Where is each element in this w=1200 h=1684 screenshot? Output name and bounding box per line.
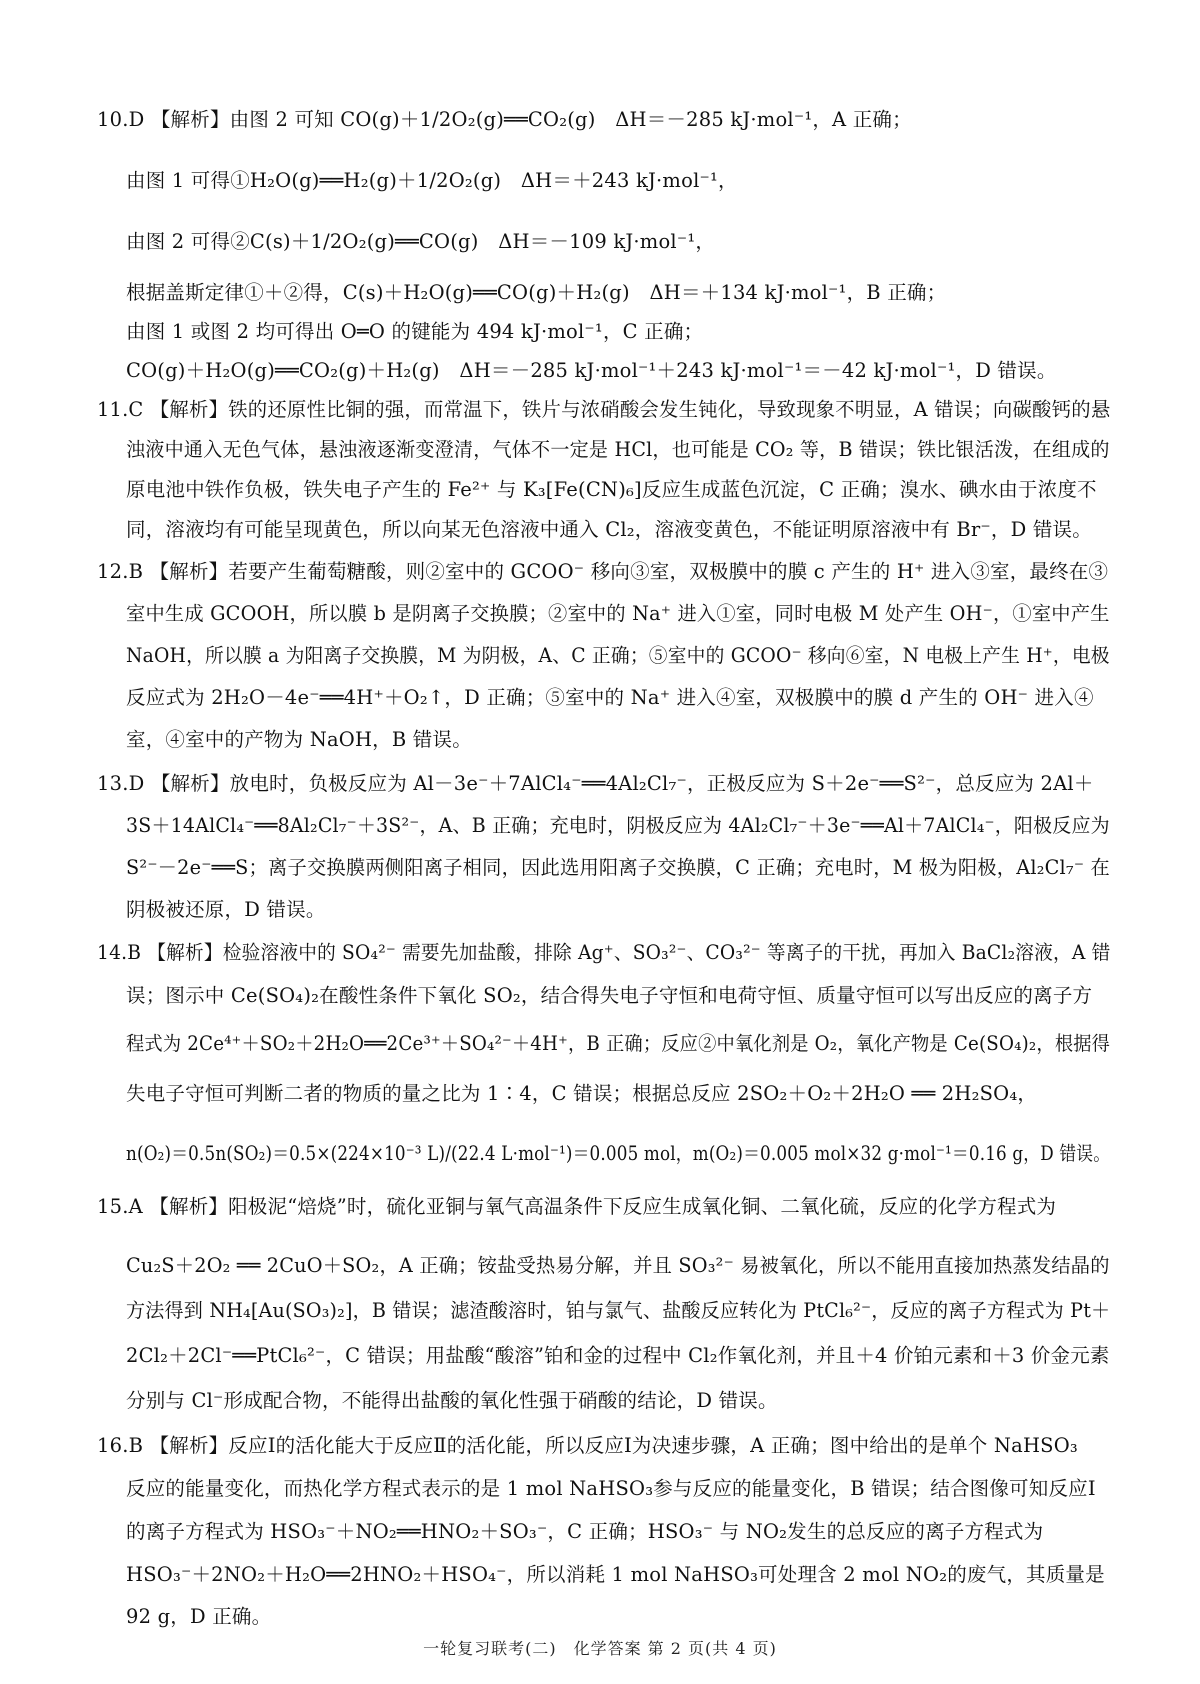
q14-line-2: 误；图示中 Ce(SO₄)₂在酸性条件下氧化 SO₂，结合得失电子守恒和电荷守恒、质量守恒可以写出反应的离子方 [126, 984, 1093, 1007]
q10-line-2: 由图 1 可得①H₂O(g)══H₂(g)＋1/2O₂(g) ΔH＝＋243 kJ·mol⁻¹， [126, 169, 738, 192]
q11-line-2: 浊液中通入无色气体，悬浊液逐渐变澄清，气体不一定是 HCl，也可能是 CO₂ 等，B 错误；铁比银活泼，在组成的 [126, 438, 1110, 461]
q13-line-4: 阴极被还原，D 错误。 [126, 898, 326, 921]
q11-line-3: 原电池中铁作负极，铁失电子产生的 Fe²⁺ 与 K₃[Fe(CN)₆]反应生成蓝色沉淀，C 正确；溴水、碘水由于浓度不 [126, 478, 1097, 501]
q15-line-4: 2Cl₂＋2Cl⁻══PtCl₆²⁻，C 错误；用盐酸“酸溶”铂和金的过程中 Cl₂作氧化剂，并且＋4 价铂元素和＋3 价金元素 [126, 1344, 1110, 1367]
q16-line-2: 反应的能量变化，而热化学方程式表示的是 1 mol NaHSO₃参与反应的能量变化，B 错误；结合图像可知反应Ⅰ [126, 1477, 1096, 1500]
q11-line-1: 11.C 【解析】铁的还原性比铜的强，而常温下，铁片与浓硝酸会发生钝化，导致现象不明显，A 错误；向碳酸钙的悬 [97, 398, 1111, 421]
q16-line-5: 92 g，D 正确。 [126, 1605, 272, 1628]
q12-line-2: 室中生成 GCOOH，所以膜 b 是阴离子交换膜；②室中的 Na⁺ 进入①室，同时电极 M 处产生 OH⁻，①室中产生 [126, 602, 1110, 625]
page-footer: 一轮复习联考(二) 化学答案 第 2 页(共 4 页) [423, 1639, 777, 1658]
q15-line-1: 15.A 【解析】阳极泥“焙烧”时，硫化亚铜与氧气高温条件下反应生成氧化铜、二氧化硫，反应的化学方程式为 [97, 1195, 1057, 1218]
q11-line-4: 同，溶液均有可能呈现黄色，所以向某无色溶液中通入 Cl₂，溶液变黄色，不能证明原溶液中有 Br⁻，D 错误。 [126, 518, 1092, 541]
q10-line-5: 由图 1 或图 2 均可得出 O═O 的键能为 494 kJ·mol⁻¹，C 正确； [126, 320, 704, 343]
q14-line-3: 程式为 2Ce⁴⁺＋SO₂＋2H₂O══2Ce³⁺＋SO₄²⁻＋4H⁺，B 正确；反应②中氧化剂是 O₂，氧化产物是 Ce(SO₄)₂，根据得 [126, 1032, 1111, 1055]
q10-line-1: 10.D 【解析】由图 2 可知 CO(g)＋1/2O₂(g)══CO₂(g) ΔH＝－285 kJ·mol⁻¹，A 正确； [97, 108, 912, 131]
q16-line-4: HSO₃⁻＋2NO₂＋H₂O══2HNO₂＋HSO₄⁻，所以消耗 1 mol NaHSO₃可处理含 2 mol NO₂的废气，其质量是 [126, 1563, 1105, 1586]
q14-line-4: 失电子守恒可判断二者的物质的量之比为 1∶4，C 错误；根据总反应 2SO₂＋O₂＋2H₂O ══ 2H₂SO₄， [126, 1082, 1038, 1105]
q12-line-1: 12.B 【解析】若要产生葡萄糖酸，则②室中的 GCOO⁻ 移向③室，双极膜中的膜 c 产生的 H⁺ 进入③室，最终在③ [97, 560, 1109, 583]
q13-line-2: 3S＋14AlCl₄⁻══8Al₂Cl₇⁻＋3S²⁻，A、B 正确；充电时，阴极反应为 4Al₂Cl₇⁻＋3e⁻══Al＋7AlCl₄⁻，阳极反应为 [126, 814, 1110, 837]
q12-line-5: 室，④室中的产物为 NaOH，B 错误。 [126, 728, 472, 751]
q10-line-4: 根据盖斯定律①＋②得，C(s)＋H₂O(g)══CO(g)＋H₂(g) ΔH＝＋134 kJ·mol⁻¹，B 正确； [126, 281, 947, 304]
q14-line-1: 14.B 【解析】检验溶液中的 SO₄²⁻ 需要先加盐酸，排除 Ag⁺、SO₃²⁻、CO₃²⁻ 等离子的干扰，再加入 BaCl₂溶液，A 错 [97, 941, 1111, 964]
q15-line-3: 方法得到 NH₄[Au(SO₃)₂]，B 错误；滤渣酸溶时，铂与氯气、盐酸反应转化为 PtCl₆²⁻，反应的离子方程式为 Pt＋ [126, 1299, 1111, 1322]
q13-line-3: S²⁻－2e⁻══S；离子交换膜两侧阳离子相同，因此选用阳离子交换膜，C 正确；充电时，M 极为阳极，Al₂Cl₇⁻ 在 [126, 856, 1110, 879]
q14-line-5: n(O₂)＝0.5n(SO₂)＝0.5×(224×10⁻³ L)/(22.4 L·mol⁻¹)＝0.005 mol，m(O₂)＝0.005 mol×32 g·mol⁻¹＝0.16 g，D 错误。 [126, 1142, 1111, 1165]
q10-line-3: 由图 2 可得②C(s)＋1/2O₂(g)══CO(g) ΔH＝－109 kJ·mol⁻¹， [126, 230, 716, 253]
q12-line-3: NaOH，所以膜 a 为阳离子交换膜，M 为阴极，A、C 正确；⑤室中的 GCOO⁻ 移向⑥室，N 电极上产生 H⁺，电极 [126, 644, 1110, 667]
q10-line-6: CO(g)＋H₂O(g)══CO₂(g)＋H₂(g) ΔH＝－285 kJ·mol⁻¹＋243 kJ·mol⁻¹＝－42 kJ·mol⁻¹，D 错误。 [126, 359, 1057, 382]
q16-line-1: 16.B 【解析】反应Ⅰ的活化能大于反应Ⅱ的活化能，所以反应Ⅰ为决速步骤，A 正确；图中给出的是单个 NaHSO₃ [97, 1434, 1078, 1457]
q15-line-5: 分别与 Cl⁻形成配合物，不能得出盐酸的氧化性强于硝酸的结论，D 错误。 [126, 1389, 778, 1412]
q16-line-3: 的离子方程式为 HSO₃⁻＋NO₂══HNO₂＋SO₃⁻，C 正确；HSO₃⁻ 与 NO₂发生的总反应的离子方程式为 [126, 1520, 1044, 1543]
q13-line-1: 13.D 【解析】放电时，负极反应为 Al－3e⁻＋7AlCl₄⁻══4Al₂Cl₇⁻，正极反应为 S＋2e⁻══S²⁻，总反应为 2Al＋ [97, 772, 1094, 795]
q15-line-2: Cu₂S＋2O₂ ══ 2CuO＋SO₂，A 正确；铵盐受热易分解，并且 SO₃²⁻ 易被氧化，所以不能用直接加热蒸发结晶的 [126, 1254, 1110, 1277]
q12-line-4: 反应式为 2H₂O－4e⁻══4H⁺＋O₂↑，D 正确；⑤室中的 Na⁺ 进入④室，双极膜中的膜 d 产生的 OH⁻ 进入④ [126, 686, 1094, 709]
